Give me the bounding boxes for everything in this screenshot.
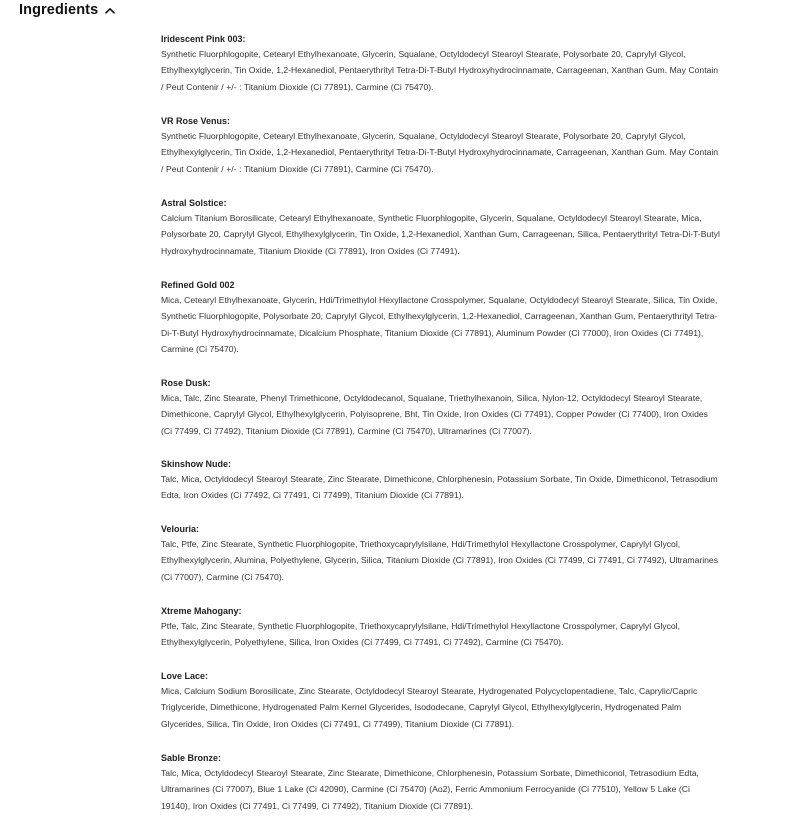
ingredients-list	[161, 32, 721, 814]
product-ingredients: Synthetic Fluorphlogopite, Cetearyl Ethylhexanoate, Glycerin, Squalane, Octyldodecyl Stearoyl Stearate, Polysorbate 20, Caprylyl Glycol, Ethylhexylglycerin, Tin Oxide, 1,2-Hexanediol, Pentaerythrityl Tetra-Di-T-Butyl Hydroxyhydrocinnamate, Carrageenan, Xanthan Gum. May Contain / Peut Contenir / +/- : Titanium Dioxide (Ci 77891), Carmine (Ci 75470).	[161, 49, 719, 92]
product-entry	[161, 114, 721, 196]
ingredients-toggle[interactable]	[19, 0, 115, 20]
product-name: Iridescent Pink 003:	[161, 34, 246, 44]
chevron-up-icon[interactable]	[105, 5, 115, 15]
product-ingredients: Talc, Ptfe, Zinc Stearate, Synthetic Fluorphlogopite, Triethoxycaprylylsilane, Hdi/Trimethylol Hexyllactone Crosspolymer, Caprylyl Glycol, Ethylhexylglycerin, Alumina, Polyethylene, Glycerin, Silica, Titanium Dioxide (Ci 77891), Iron Oxides (Ci 77499, Ci 77491, Ci 77492), Ultramarines (Ci 77007), Carmine (Ci 75470).	[161, 539, 718, 582]
product-ingredients: Mica, Cetearyl Ethylhexanoate, Glycerin, Hdi/Trimethylol Hexyllactone Crosspolymer, Squalane, Octyldodecyl Stearoyl Stearate, Silica, Tin Oxide, Synthetic Fluorphlogopite, Polysorbate 20, Caprylyl Glycol, Ethylhexylglycerin, 1,2-Hexanediol, Carrageenan, Xanthan Gum, Pentaerythrityl Tetra-Di-T-Butyl Hydroxyhydrocinnamate, Dicalcium Phosphate, Titanium Dioxide (Ci 77891), Aluminum Powder (Ci 77000), Iron Oxides (Ci 77491), Carmine (Ci 75470).	[161, 295, 718, 354]
product-name: Love Lace:	[161, 671, 209, 681]
product-name: Astral Solstice:	[161, 198, 227, 208]
product-ingredients: Talc, Mica, Octyldodecyl Stearoyl Stearate, Zinc Stearate, Dimethicone, Chlorphenesin, Potassium Sorbate, Dimethiconol, Tetrasodium Edta, Ultramarines (Ci 77007), Blue 1 Lake (Ci 42090), Carmine (Ci 75470) (Ao2), Ferric Ammonium Ferrocyanide (Ci 77510), Yellow 5 Lake (Ci 19140), Iron Oxides (Ci 77491, Ci 77499, Ci 77492), Titanium Dioxide (Ci 77891).	[161, 768, 699, 811]
product-name: VR Rose Venus:	[161, 116, 231, 126]
product-ingredients: Mica, Calcium Sodium Borosilicate, Zinc Stearate, Octyldodecyl Stearoyl Stearate, Hydrogenated Polycyclopentadiene, Talc, Caprylic/Capric Triglyceride, Dimethicone, Hydrogenated Palm Kernel Glycerides, Isododecane, Caprylyl Glycol, Ethylhexylglycerin, Hydrogenated Palm Glycerides, Silica, Tin Oxide, Iron Oxides (Ci 77491, Ci 77499), Titanium Dioxide (Ci 77891).	[161, 686, 698, 729]
product-entry	[161, 604, 721, 669]
product-name: Refined Gold 002	[161, 280, 235, 290]
product-entry	[161, 196, 721, 278]
product-entry	[161, 32, 721, 114]
product-name: Xtreme Mahogany:	[161, 606, 242, 616]
product-name: Skinshow Nude:	[161, 459, 232, 469]
product-entry	[161, 751, 721, 814]
product-entry	[161, 669, 721, 751]
product-entry	[161, 376, 721, 457]
product-name: Sable Bronze:	[161, 753, 222, 763]
product-name: Velouria:	[161, 524, 200, 534]
product-name: Rose Dusk:	[161, 378, 211, 388]
product-ingredients: Mica, Talc, Zinc Stearate, Phenyl Trimethicone, Octyldodecanol, Squalane, Triethylhexanoin, Silica, Nylon-12, Octyldodecyl Stearoyl Stearate, Dimethicone, Caprylyl Glycol, Ethylhexylglycerin, Polyisoprene, Bht, Tin Oxide, Iron Oxides (Ci 77491), Copper Powder (Ci 77400), Iron Oxides (Ci 77499, Ci 77492), Titanium Dioxide (Ci 77891), Carmine (Ci 75470), Ultramarines (Ci 77007).	[161, 393, 708, 436]
product-entry	[161, 457, 721, 522]
product-entry	[161, 278, 721, 376]
product-ingredients: Synthetic Fluorphlogopite, Cetearyl Ethylhexanoate, Glycerin, Squalane, Octyldodecyl Stearoyl Stearate, Polysorbate 20, Caprylyl Glycol, Ethylhexylglycerin, Tin Oxide, 1,2-Hexanediol, Pentaerythrityl Tetra-Di-T-Butyl Hydroxyhydrocinnamate, Carrageenan, Xanthan Gum. May Contain / Peut Contenir / +/- : Titanium Dioxide (Ci 77891), Carmine (Ci 75470).	[161, 131, 719, 174]
product-ingredients: Calcium Titanium Borosilicate, Cetearyl Ethylhexanoate, Synthetic Fluorphlogopite, Glycerin, Squalane, Octyldodecyl Stearoyl Stearate, Mica, Polysorbate 20, Caprylyl Glycol, Ethylhexylglycerin, Tin Oxide, 1,2-Hexanediol, Xanthan Gum, Carrageenan, Silica, Pentaerythrityl Tetra-Di-T-Butyl Hydroxyhydrocinnamate, Titanium Dioxide (Ci 77891), Iron Oxides (Ci 77491).	[161, 213, 720, 256]
product-entry	[161, 522, 721, 604]
section-title: Ingredients	[19, 2, 99, 18]
product-ingredients: Ptfe, Talc, Zinc Stearate, Synthetic Fluorphlogopite, Triethoxycaprylylsilane, Hdi/Trimethylol Hexyllactone Crosspolymer, Caprylyl Glycol, Ethylhexylglycerin, Polyethylene, Silica, Iron Oxides (Ci 77499, Ci 77491, Ci 77492), Carmine (Ci 75470).	[161, 621, 680, 648]
product-ingredients: Talc, Mica, Octyldodecyl Stearoyl Stearate, Zinc Stearate, Dimethicone, Chlorphenesin, Potassium Sorbate, Tin Oxide, Dimethiconol, Tetrasodium Edta, Iron Oxides (Ci 77492, Ci 77491, Ci 77499), Titanium Dioxide (Ci 77891).	[161, 474, 718, 501]
